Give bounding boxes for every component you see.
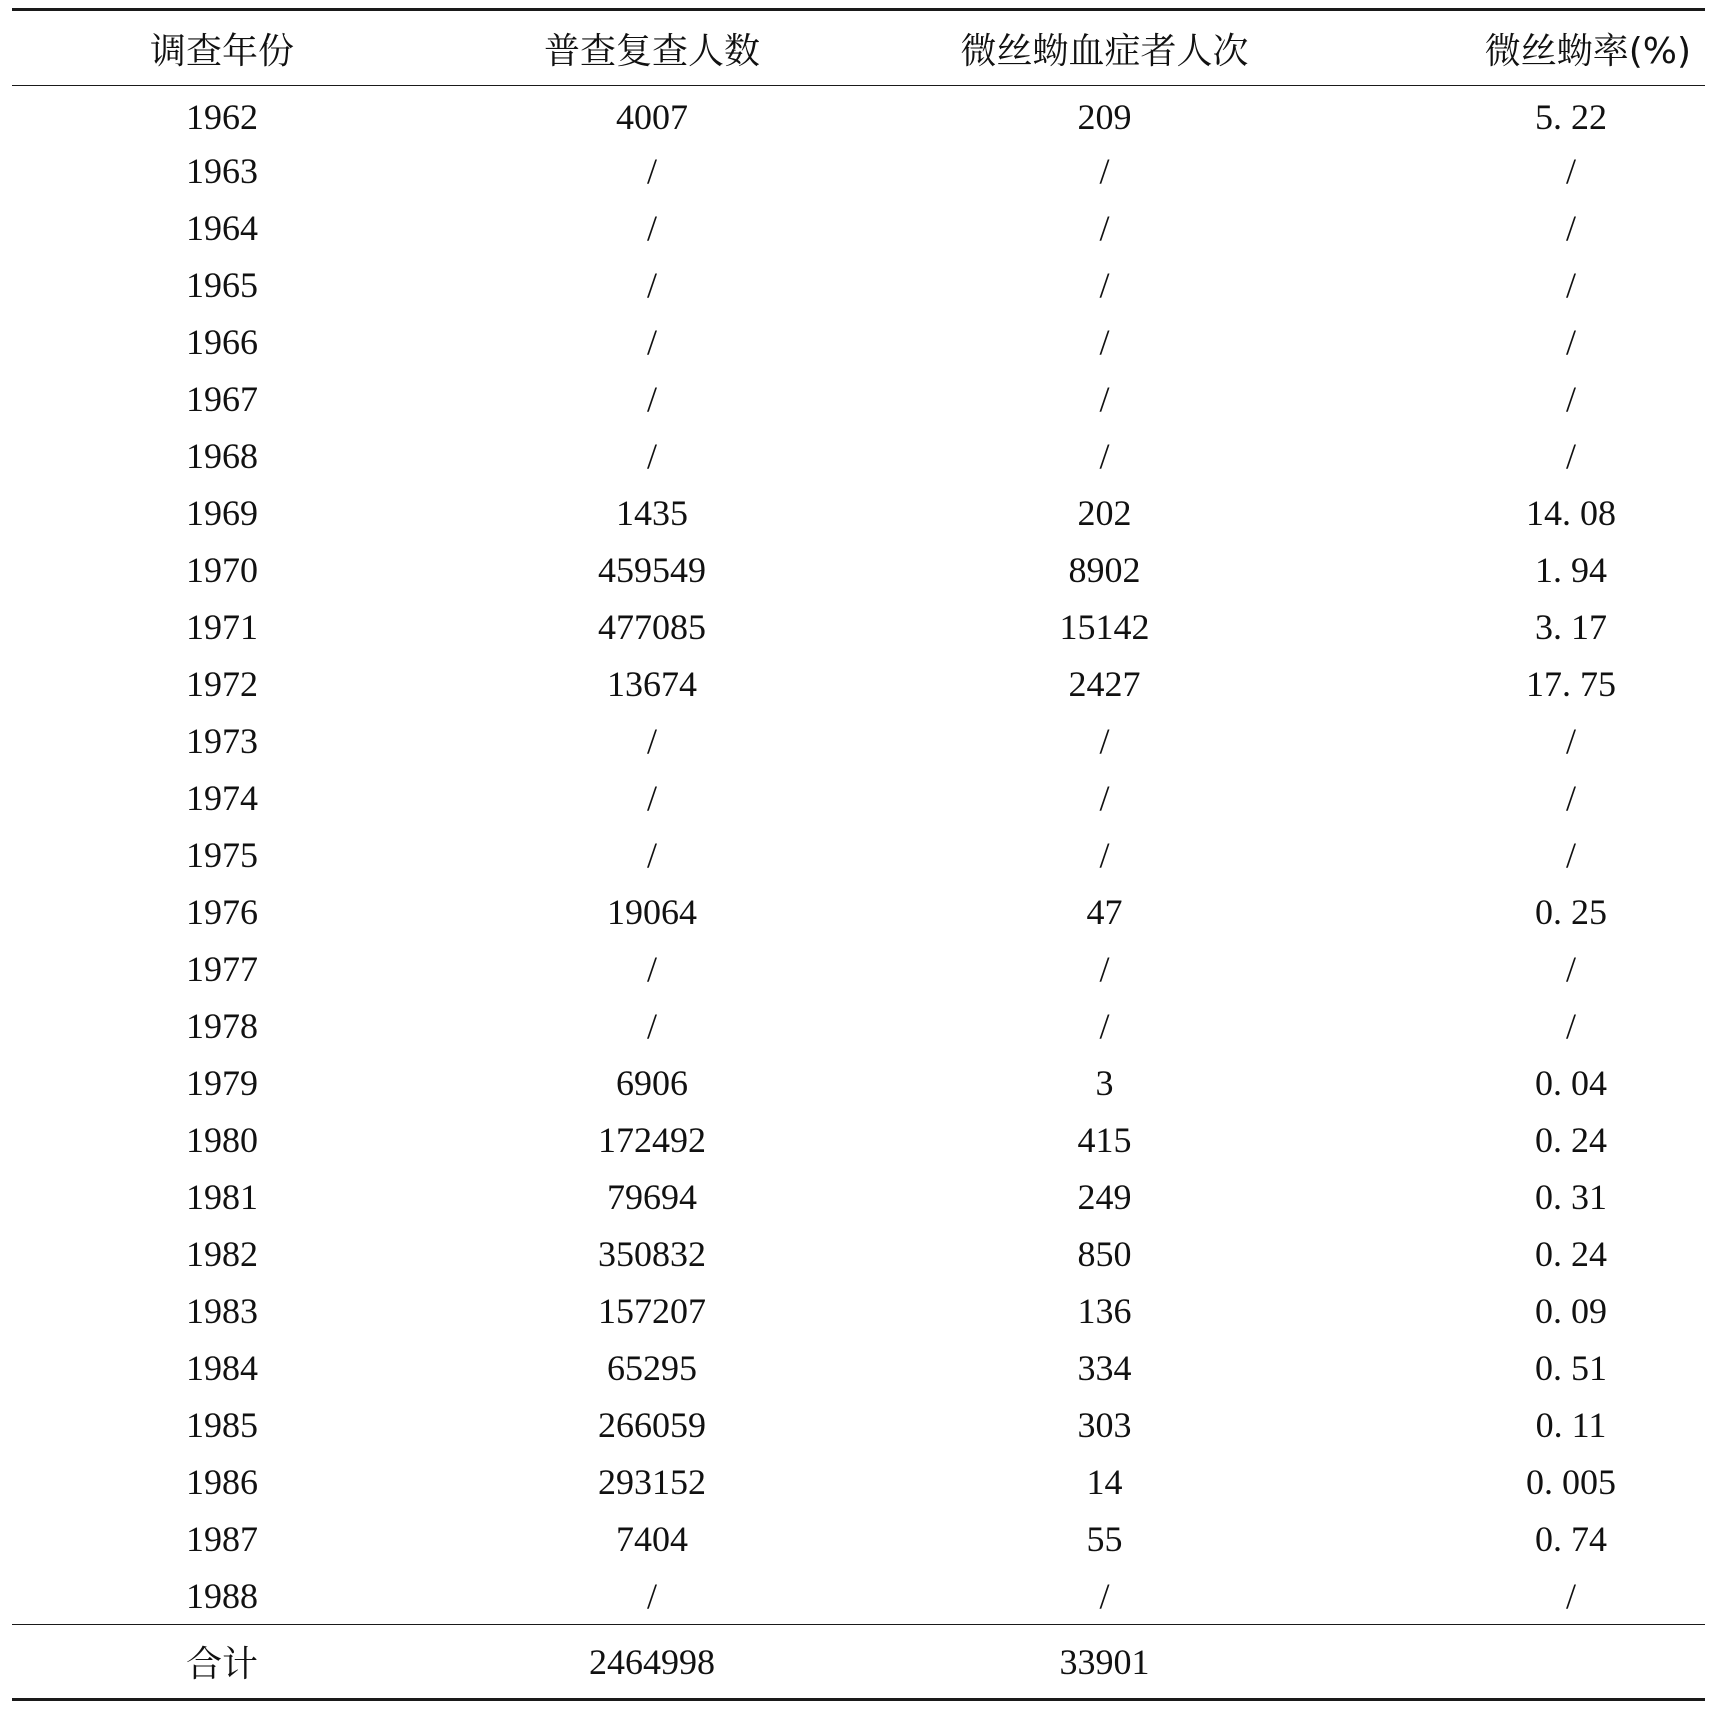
cell-survey-year: 1963 xyxy=(186,151,258,191)
cell-survey-year: 1984 xyxy=(186,1348,258,1388)
cell-microfilaremia-cases: 15142 xyxy=(1059,607,1150,647)
table-row xyxy=(12,257,1705,314)
cell-microfilaremia-cases: 136 xyxy=(1077,1291,1132,1331)
table-row xyxy=(12,542,1705,599)
table-row xyxy=(12,485,1705,542)
table-row xyxy=(12,1226,1705,1283)
cell-microfilaria-rate: 0. 51 xyxy=(1535,1348,1607,1388)
cell-examined-count: 157207 xyxy=(598,1291,706,1331)
table-row xyxy=(12,770,1705,827)
total-examined: 2464998 xyxy=(432,1625,872,1700)
table-row xyxy=(12,884,1705,941)
cell-examined-count: 6906 xyxy=(616,1063,688,1103)
table-row xyxy=(12,1112,1705,1169)
header-examined-count: 普查复查人数 xyxy=(432,10,872,86)
table-header-row xyxy=(12,10,1705,86)
table-row xyxy=(12,599,1705,656)
cell-examined-count: / xyxy=(646,379,657,419)
cell-microfilaremia-cases: / xyxy=(1099,778,1110,818)
cell-microfilaria-rate: / xyxy=(1565,151,1576,191)
cell-survey-year: 1970 xyxy=(186,550,258,590)
cell-survey-year: 1972 xyxy=(186,664,258,704)
cell-microfilaria-rate: 0. 25 xyxy=(1535,892,1607,932)
cell-examined-count: / xyxy=(646,778,657,818)
cell-survey-year: 1983 xyxy=(186,1291,258,1331)
cell-examined-count: 13674 xyxy=(607,664,697,704)
cell-microfilaremia-cases: / xyxy=(1099,721,1110,761)
table-row xyxy=(12,86,1705,143)
cell-examined-count: 65295 xyxy=(607,1348,697,1388)
cell-microfilaria-rate: / xyxy=(1565,778,1576,818)
cell-survey-year: 1985 xyxy=(186,1405,258,1445)
cell-examined-count: / xyxy=(646,151,657,191)
cell-microfilaremia-cases: 209 xyxy=(1077,97,1132,138)
cell-examined-count: 1435 xyxy=(616,493,688,533)
cell-examined-count: / xyxy=(646,835,657,875)
cell-examined-count: / xyxy=(646,949,657,989)
cell-survey-year: 1987 xyxy=(186,1519,258,1559)
header-survey-year: 调查年份 xyxy=(12,10,432,86)
cell-survey-year: 1971 xyxy=(186,607,258,647)
cell-examined-count: 266059 xyxy=(598,1405,706,1445)
filariasis-survey-table xyxy=(12,8,1705,1701)
cell-survey-year: 1979 xyxy=(186,1063,258,1103)
cell-examined-count: / xyxy=(646,322,657,362)
table-row xyxy=(12,314,1705,371)
cell-survey-year: 1981 xyxy=(186,1177,258,1217)
cell-examined-count: / xyxy=(646,1006,657,1046)
cell-examined-count: 293152 xyxy=(598,1462,706,1502)
cell-examined-count: 4007 xyxy=(616,97,688,138)
cell-survey-year: 1966 xyxy=(186,322,258,362)
cell-microfilaremia-cases: / xyxy=(1099,322,1110,362)
table-row xyxy=(12,1283,1705,1340)
cell-survey-year: 1974 xyxy=(186,778,258,818)
cell-microfilaremia-cases: 415 xyxy=(1077,1120,1132,1160)
cell-microfilaremia-cases: / xyxy=(1099,1006,1110,1046)
cell-microfilaremia-cases: 249 xyxy=(1077,1177,1132,1217)
cell-microfilaria-rate: 0. 24 xyxy=(1535,1234,1607,1274)
cell-microfilaremia-cases: 303 xyxy=(1077,1405,1132,1445)
cell-examined-count: / xyxy=(646,208,657,248)
table-row xyxy=(12,143,1705,200)
cell-examined-count: 350832 xyxy=(598,1234,706,1274)
cell-microfilaria-rate: / xyxy=(1565,949,1576,989)
cell-microfilaria-rate: / xyxy=(1565,322,1576,362)
table-row xyxy=(12,428,1705,485)
filariasis-survey-table-container xyxy=(12,8,1705,1701)
cell-examined-count: 19064 xyxy=(607,892,697,932)
cell-microfilaria-rate: / xyxy=(1565,208,1576,248)
cell-survey-year: 1965 xyxy=(186,265,258,305)
cell-survey-year: 1968 xyxy=(186,436,258,476)
cell-microfilaremia-cases: / xyxy=(1099,265,1110,305)
header-microfilaremia-cases: 微丝蚴血症者人次 xyxy=(872,10,1337,86)
table-row xyxy=(12,1568,1705,1625)
cell-microfilaremia-cases: 8902 xyxy=(1068,550,1141,590)
table-row xyxy=(12,1511,1705,1568)
cell-microfilaria-rate: 17. 75 xyxy=(1526,664,1616,704)
cell-microfilaria-rate: / xyxy=(1565,1006,1576,1046)
cell-examined-count: / xyxy=(646,265,657,305)
table-row xyxy=(12,200,1705,257)
cell-microfilaremia-cases: 14 xyxy=(1086,1462,1123,1502)
cell-microfilaremia-cases: 55 xyxy=(1086,1519,1123,1559)
cell-microfilaremia-cases: 202 xyxy=(1077,493,1132,533)
cell-examined-count: / xyxy=(646,1575,657,1616)
table-row xyxy=(12,656,1705,713)
cell-microfilaremia-cases: / xyxy=(1099,151,1110,191)
cell-survey-year: 1973 xyxy=(186,721,258,761)
cell-microfilaria-rate: / xyxy=(1565,379,1576,419)
cell-microfilaria-rate: 0. 11 xyxy=(1535,1405,1607,1445)
cell-survey-year: 1977 xyxy=(186,949,258,989)
cell-microfilaria-rate: 0. 04 xyxy=(1535,1063,1607,1103)
cell-examined-count: 172492 xyxy=(598,1120,706,1160)
cell-microfilaremia-cases: 334 xyxy=(1077,1348,1132,1388)
table-row xyxy=(12,1340,1705,1397)
cell-survey-year: 1978 xyxy=(186,1006,258,1046)
cell-microfilaremia-cases: / xyxy=(1099,208,1110,248)
cell-microfilaria-rate: 3. 17 xyxy=(1535,607,1607,647)
cell-survey-year: 1967 xyxy=(186,379,258,419)
cell-survey-year: 1969 xyxy=(186,493,258,533)
cell-microfilaria-rate: 0. 09 xyxy=(1535,1291,1607,1331)
cell-examined-count: 7404 xyxy=(616,1519,688,1559)
cell-microfilaria-rate: / xyxy=(1565,721,1576,761)
cell-microfilaremia-cases: 850 xyxy=(1077,1234,1132,1274)
cell-microfilaria-rate: 0. 31 xyxy=(1535,1177,1607,1217)
total-positive: 33901 xyxy=(872,1625,1337,1700)
table-row xyxy=(12,1055,1705,1112)
table-row xyxy=(12,1397,1705,1454)
cell-examined-count: / xyxy=(646,436,657,476)
cell-microfilaremia-cases: / xyxy=(1099,949,1110,989)
cell-microfilaremia-cases: 47 xyxy=(1086,892,1123,932)
table-body xyxy=(12,86,1705,1625)
cell-survey-year: 1986 xyxy=(186,1462,258,1502)
table-row xyxy=(12,713,1705,770)
cell-microfilaremia-cases: / xyxy=(1099,1575,1110,1616)
total-label: 合计 xyxy=(12,1625,432,1700)
cell-microfilaria-rate: 0. 24 xyxy=(1535,1120,1607,1160)
cell-survey-year: 1976 xyxy=(186,892,258,932)
cell-microfilaria-rate: 1. 94 xyxy=(1535,550,1607,590)
cell-microfilaremia-cases: / xyxy=(1099,436,1110,476)
cell-microfilaria-rate: / xyxy=(1565,1575,1576,1616)
cell-survey-year: 1988 xyxy=(186,1575,258,1616)
cell-microfilaria-rate: 14. 08 xyxy=(1526,493,1616,533)
cell-microfilaria-rate: 0. 74 xyxy=(1535,1519,1607,1559)
cell-examined-count: / xyxy=(646,721,657,761)
table-row xyxy=(12,998,1705,1055)
cell-microfilaria-rate: / xyxy=(1565,835,1576,875)
header-microfilaria-rate: 微丝蚴率(%) xyxy=(1337,10,1705,86)
total-row xyxy=(12,1625,1705,1700)
cell-microfilaria-rate: / xyxy=(1565,265,1576,305)
cell-microfilaria-rate: 0. 005 xyxy=(1526,1462,1616,1502)
cell-survey-year: 1980 xyxy=(186,1120,258,1160)
cell-survey-year: 1982 xyxy=(186,1234,258,1274)
cell-microfilaria-rate: / xyxy=(1565,436,1576,476)
cell-survey-year: 1975 xyxy=(186,835,258,875)
cell-microfilaremia-cases: 2427 xyxy=(1068,664,1141,704)
cell-survey-year: 1962 xyxy=(186,97,258,138)
cell-examined-count: 459549 xyxy=(598,550,706,590)
cell-examined-count: 477085 xyxy=(598,607,706,647)
cell-microfilaremia-cases: / xyxy=(1099,379,1110,419)
cell-microfilaremia-cases: / xyxy=(1099,835,1110,875)
table-row xyxy=(12,1169,1705,1226)
total-rate xyxy=(1337,1625,1705,1700)
table-row xyxy=(12,827,1705,884)
cell-examined-count: 79694 xyxy=(607,1177,697,1217)
cell-microfilaremia-cases: 3 xyxy=(1095,1063,1114,1103)
cell-microfilaria-rate: 5. 22 xyxy=(1535,97,1607,138)
cell-survey-year: 1964 xyxy=(186,208,258,248)
table-row xyxy=(12,371,1705,428)
table-row xyxy=(12,1454,1705,1511)
table-row xyxy=(12,941,1705,998)
